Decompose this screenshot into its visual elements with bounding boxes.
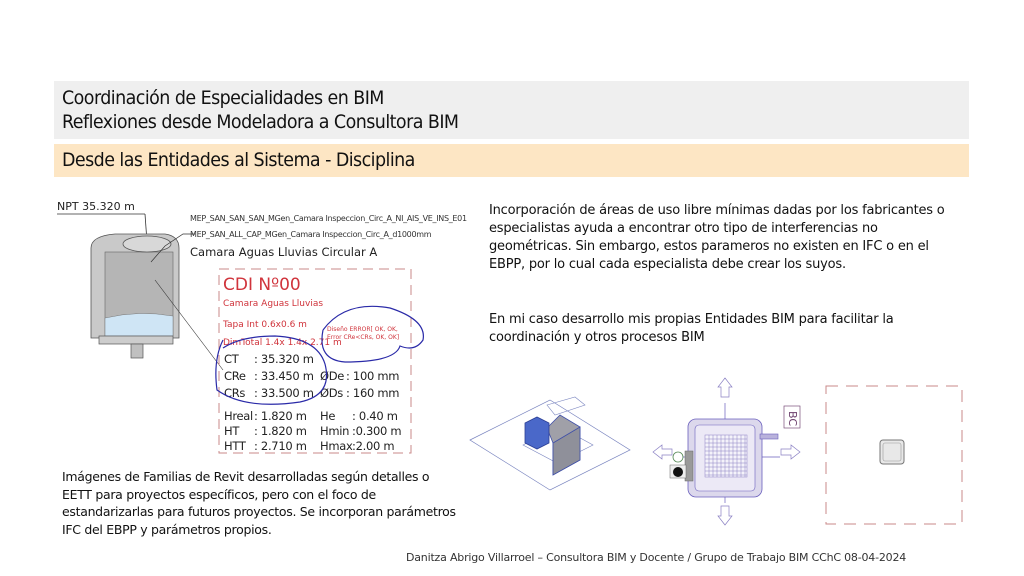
subtitle-band	[54, 144, 969, 177]
annotation-circles	[205, 300, 445, 415]
type-name: Camara Aguas Lluvias Circular A	[190, 245, 378, 259]
title-line-1: Coordinación de Especialidades en BIM	[62, 87, 384, 109]
tag-description: Camara Aguas Lluvias	[223, 299, 324, 309]
tag-lid: Tapa Int 0.6x0.6 m	[223, 320, 307, 330]
tag-code: CDI Nº00	[223, 275, 301, 295]
footer-credit: Danitza Abrigo Villarroel – Consultora BIM y Docente / Grupo de Trabajo BIM CChC 08-04-2024	[406, 551, 907, 564]
title-band	[54, 81, 969, 139]
bc-label: BC	[786, 410, 800, 427]
family-caption: Imágenes de Familias de Revit desarrolladas según detalles o EETT para proyectos específicos, pero con el foco de estandarizarlas para futuros proyectos. Se incorporan parámetros IFC del EBPP y parámetros propios.	[62, 469, 456, 537]
isometric-clearance-icon	[465, 395, 645, 495]
section-subtitle: Desde las Entidades al Sistema - Disciplina	[62, 149, 415, 171]
tag-design-check: Diseño ERROR[ OK, OK, Error CRe<CRs, OK, OK]	[327, 326, 400, 341]
level-tag: NPT 35.320 m	[57, 200, 135, 213]
params-left: CT : 35.320 m CRe : 33.450 m CRs : 33.500 m	[224, 352, 314, 400]
family-name-2: MEP_SAN_ALL_CAP_MGen_Camara Inspeccion_Circ_A_d1000mm	[190, 230, 432, 239]
params-right: ØDe : 100 mm ØDs : 160 mm	[320, 369, 400, 400]
title-line-2: Reflexiones desde Modeladora a Consultora BIM	[62, 111, 459, 133]
plan-view-icon	[645, 375, 815, 530]
heights-left: Hreal: 1.820 m HT : 1.820 m HTT : 2.710 m	[224, 409, 307, 453]
heights-right: He : 0.40 m Hmin :0.300 m Hmax:2.00 m	[320, 409, 402, 453]
paragraph-own-entities: En mi caso desarrollo mis propias Entidades BIM para facilitar la coordinación y otros procesos BIM	[489, 312, 894, 345]
paragraph-interferences: Incorporación de áreas de uso libre mínimas dadas por los fabricantes o especialistas ayuda a encontrar otro tipo de interferencias no geométricas. Sin embargo, estos parameros no existen en IFC o en el EBPP, por lo cual cada especialista debe crear los suyos.	[489, 203, 945, 272]
symbol-frame-icon	[820, 380, 970, 530]
tag-dim-total: DimTotal 1.4x 1.4x 2.71 m	[223, 338, 342, 348]
family-name-1: MEP_SAN_SAN_SAN_MGen_Camara Inspeccion_Circ_A_NI_AIS_VE_INS_E01	[190, 214, 467, 223]
